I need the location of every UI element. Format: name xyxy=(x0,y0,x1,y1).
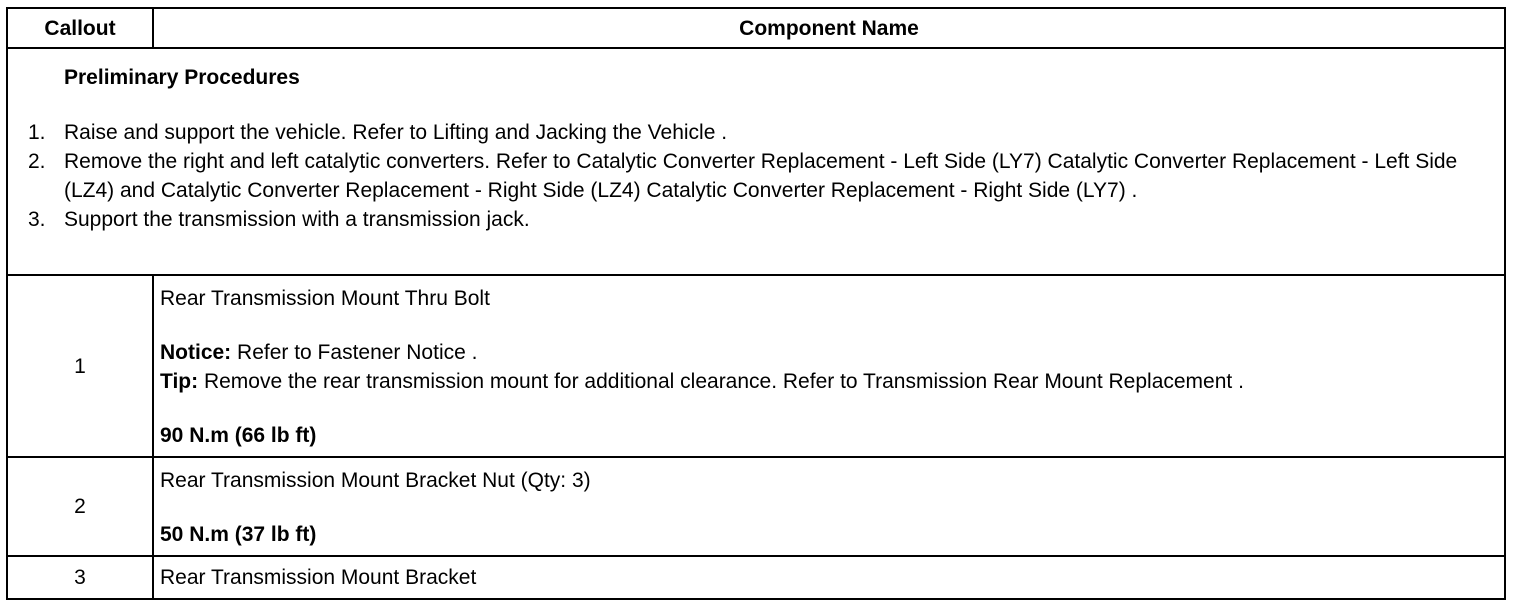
component-name: Rear Transmission Mount Thru Bolt xyxy=(160,287,490,310)
torque-spec: 50 N.m (37 lb ft) xyxy=(160,523,317,546)
procedure-table xyxy=(6,7,1506,600)
tip-text: Remove the rear transmission mount for additional clearance. Refer to Transmission Rear Mount Replacement . xyxy=(198,370,1244,393)
notice-line xyxy=(160,338,1498,367)
preliminary-row xyxy=(7,48,1505,275)
notice-text: Refer to Fastener Notice . xyxy=(231,341,478,364)
step-item xyxy=(28,118,1504,147)
step-number: 3. xyxy=(28,208,46,231)
tip-label: Tip: xyxy=(160,370,199,393)
preliminary-procedures xyxy=(7,48,1505,275)
step-text: Raise and support the vehicle. Refer to Lifting and Jacking the Vehicle . xyxy=(64,121,728,144)
step-item xyxy=(28,205,1504,234)
table-row xyxy=(7,457,1505,556)
preliminary-title: Preliminary Procedures xyxy=(64,66,300,89)
step-number: 1. xyxy=(28,121,46,144)
step-text: Support the transmission with a transmission jack. xyxy=(64,208,530,231)
component-cell xyxy=(153,457,1505,556)
table-row xyxy=(7,275,1505,457)
component-name: Rear Transmission Mount Bracket xyxy=(160,566,477,589)
component-cell xyxy=(153,556,1505,599)
callout-number: 3 xyxy=(7,556,153,599)
header-component-name: Component Name xyxy=(153,8,1505,48)
torque-spec: 90 N.m (66 lb ft) xyxy=(160,424,317,447)
callout-number: 2 xyxy=(7,457,153,556)
component-cell xyxy=(153,275,1505,457)
tip-line xyxy=(160,367,1498,396)
preliminary-steps xyxy=(8,118,1504,234)
step-text: Remove the right and left catalytic converters. Refer to Catalytic Converter Replacement - Left Side (LY7) Catalytic Converter Replacement - Left Side (LZ4) and Catalytic Converter Replacement - Right Side (LZ4) Catalytic Converter Replacement - Right Side (LY7) . xyxy=(64,150,1458,202)
notice-label: Notice: xyxy=(160,341,232,364)
table-row xyxy=(7,556,1505,599)
table-header-row xyxy=(7,8,1505,48)
header-callout: Callout xyxy=(7,8,153,48)
step-number: 2. xyxy=(28,150,46,173)
callout-number: 1 xyxy=(7,275,153,457)
step-item xyxy=(28,147,1504,205)
component-name: Rear Transmission Mount Bracket Nut (Qty: 3) xyxy=(160,469,591,492)
